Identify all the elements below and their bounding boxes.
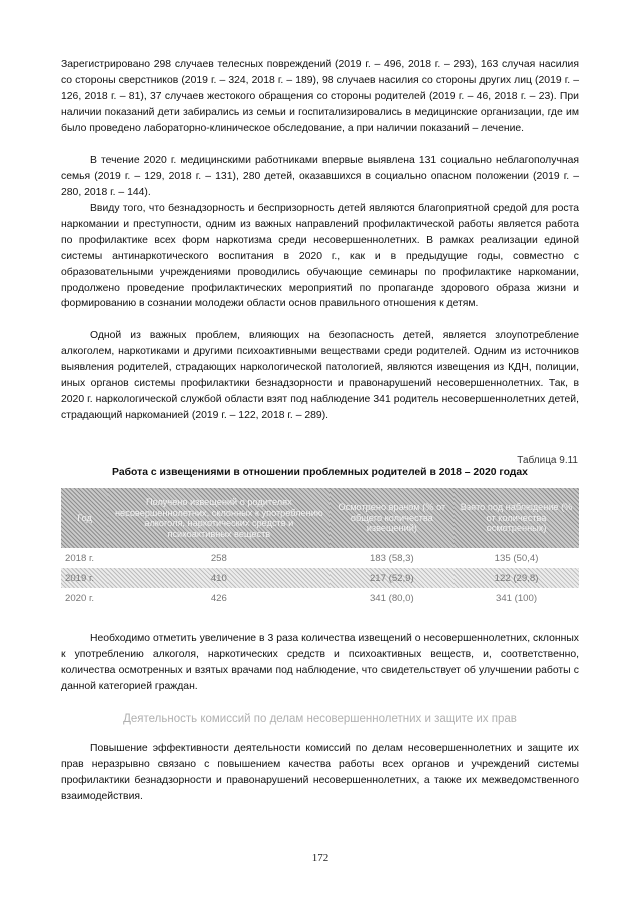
parents-notifications-table [61,488,579,608]
paragraph-prevention: Ввиду того, что безнадзорность и беспризорность детей являются благоприятной средой для роста наркомании и преступности, одним из важных направлений профилактической работы является работа по профилактике всех форм наркотизма среди несовершеннолетних. В рамках реализации единой системы антинаркотического воспитания в 2020 г., как и в предыдущие годы, совместно с образовательными учреждениями проводились обучающие семинары по профилактике наркомании, продолжено проведение профилактических мероприятий по пропаганде здорового образа жизни и формированию в сознании молодежи области основ правильного отношения к детям. [61,203,579,310]
cell-received: 426 [210,592,227,604]
table-caption: Таблица 9.11 [517,455,578,466]
cell-observed: 135 (50,4) [494,552,539,564]
paragraph-families: В течение 2020 г. медицинскими работниками впервые выявлена 131 социально неблагополучная семья (2019 г. – 129, 2018 г. – 131), 280 детей, оказавшихся в социально опасном положении (2019 г. – 280, 2018 г. – 144). [61,155,579,198]
header-observed: Взято под наблюдение (% от количества осмотренных) [454,488,579,548]
cell-examined: 183 (58,3) [369,552,414,564]
page-number: 172 [311,852,329,864]
cell-year: 2020 г. [65,592,95,604]
section-heading: Деятельность комиссий по делам несовершеннолетних и защите их прав [123,713,517,725]
table-row [61,568,579,588]
cell-examined: 217 (52,9) [330,568,454,588]
cell-received: 410 [108,568,330,588]
table-header-row [61,488,579,548]
cell-year: 2019 г. [61,568,108,588]
paragraph-injuries: Зарегистрировано 298 случаев телесных повреждений (2019 г. – 496, 2018 г. – 293), 163 случая насилия со стороны сверстников (2019 г. – 324, 2018 г. – 189), 98 случаев насилия со стороны других лиц (2019 г. – 126, 2018 г. – 81), 37 случаев жестокого обращения со стороны родителей (2019 г. – 46, 2018 г. – 23). При наличии показаний дети забирались из семьи и госпитализировались в медицинские организации, где им было проведено лабораторно-клиническое обследование, а при наличии показаний – лечение. [61,59,579,134]
cell-examined: 341 (80,0) [369,592,414,604]
cell-observed: 122 (29,8) [454,568,579,588]
cell-year: 2018 г. [65,552,95,564]
cell-received: 258 [210,552,227,564]
table-row [61,548,579,568]
header-examined: Осмотрено врачом (% от общего количества извещений) [330,488,454,548]
paragraph-commissions: Повышение эффективности деятельности комиссий по делам несовершеннолетних и защите их прав неразрывно связано с повышением качества работы всех органов и учреждений системы профилактики безнадзорности и правонарушений несовершеннолетних, а также их межведомственного взаимодействия. [61,743,579,802]
header-year: Год [61,488,108,548]
paragraph-increase: Необходимо отметить увеличение в 3 раза количества извещений о несовершеннолетних, склонных к употреблению алкоголя, наркотических средств и психоактивных веществ, и, соответственно, количества осмотренных и взятых врачами под наблюдение, что свидетельствует об улучшении работы с данной категорией граждан. [61,633,579,692]
cell-observed: 341 (100) [495,592,538,604]
header-received: Получено извещений о родителях несовершеннолетних, склонных к употреблению алкоголя, наркотических средств и психоактивных веществ [108,488,330,548]
paragraph-parents: Одной из важных проблем, влияющих на безопасность детей, является злоупотребление алкоголем, наркотиками и другими психоактивными веществами среди родителей. Одним из источников выявления родителей, страдающих наркологической патологией, являются извещения из КДН, полиции, иных органов системы профилактики безнадзорности и правонарушений несовершеннолетних. Так, в 2020 г. наркологической службой области взят под наблюдение 341 родитель несовершеннолетних детей, страдающий наркоманией (2019 г. – 122, 2018 г. – 289). [61,330,579,421]
table-title: Работа с извещениями в отношении проблемных родителей в 2018 – 2020 годах [112,467,528,478]
table-row [61,588,579,608]
